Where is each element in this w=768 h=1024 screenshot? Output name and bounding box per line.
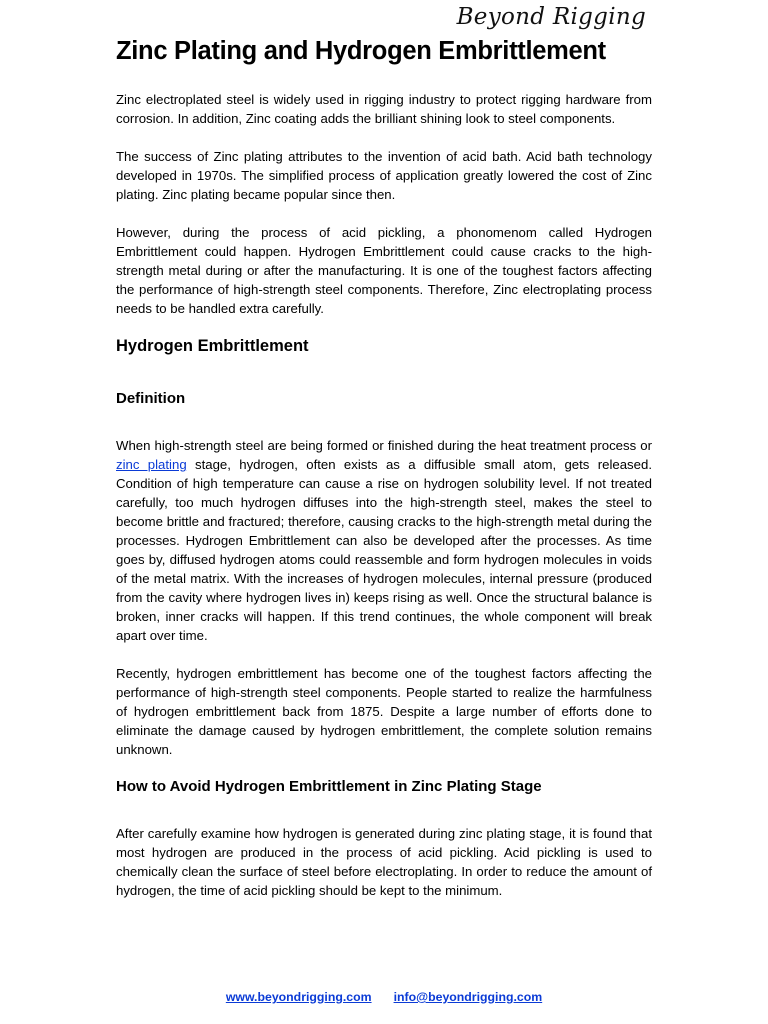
website-link[interactable]: www.beyondrigging.com [225, 990, 372, 1004]
intro-paragraph-1: Zinc electroplated steel is widely used in rigging industry to protect rigging hardware from corrosion. In addition, Zinc coating adds the brilliant shining look to steel components. [116, 92, 652, 126]
section-heading-avoid-embrittlement: How to Avoid Hydrogen Embrittlement in Zinc Plating Stage [116, 778, 542, 795]
intro-paragraph-3: However, during the process of acid pickling, a phonomenom called Hydrogen Embrittlement could happen. Hydrogen Embrittlement could cause cracks to the high-strength metal during or after the manufacturing. It is one of the toughest factors affecting the performance of high-strength steel components. Therefore, Zinc electroplating process needs to be handled extra carefully. [116, 225, 652, 316]
zinc-plating-link[interactable]: zinc plating [116, 457, 187, 472]
definition-text-end: stage, hydrogen, often exists as a diffusible small atom, gets released. Condition of high temperature can cause a rise on hydrogen solubility level. If not treated carefully, too much hydrogen diffuses into the high-strength steel, makes the steel to become brittle and fractured; therefore, causing cracks to the high-strength metal during the processes. Hydrogen Embrittlement can also be developed after the processes. As time goes by, diffused hydrogen atoms could reassemble and form hydrogen molecules in voids of the metal matrix. With the increases of hydrogen molecules, internal pressure (produced from the cavity where hydrogen lives in) keeps rising as well. Once the structural balance is broken, inner cracks will happen. If this trend continues, the whole component will break apart over time. [116, 457, 652, 643]
avoid-paragraph: After carefully examine how hydrogen is generated during zinc plating stage, it is found that most hydrogen are produced in the process of acid pickling. Acid pickling is used to chemically clean the surface of steel before electroplating. In order to reduce the amount of hydrogen, the time of acid pickling should be kept to the minimum. [116, 826, 652, 898]
brand-logo: Beyond Rigging [456, 4, 646, 30]
history-paragraph: Recently, hydrogen embrittlement has become one of the toughest factors affecting the performance of high-strength steel components. People started to realize the harmfulness of hydrogen embrittlement back from 1875. Despite a large number of efforts done to eliminate the damage caused by hydrogen embrittlement, the complete solution remains unknown. [116, 666, 652, 757]
section-heading-hydrogen-embrittlement: Hydrogen Embrittlement [116, 337, 309, 355]
subheading-definition: Definition [116, 390, 186, 407]
email-link[interactable]: info@beyondrigging.com [393, 990, 543, 1004]
definition-paragraph [116, 436, 652, 645]
definition-text-start: When high-strength steel are being formed or finished during the heat treatment process or [116, 438, 652, 453]
page-title: Zinc Plating and Hydrogen Embrittlement [116, 37, 606, 65]
page-footer [0, 990, 768, 1004]
intro-paragraph-2: The success of Zinc plating attributes to the invention of acid bath. Acid bath technology developed in 1970s. The simplified process of application greatly lowered the cost of Zinc plating. Zinc plating became popular since then. [116, 149, 652, 202]
document-body [116, 90, 652, 919]
